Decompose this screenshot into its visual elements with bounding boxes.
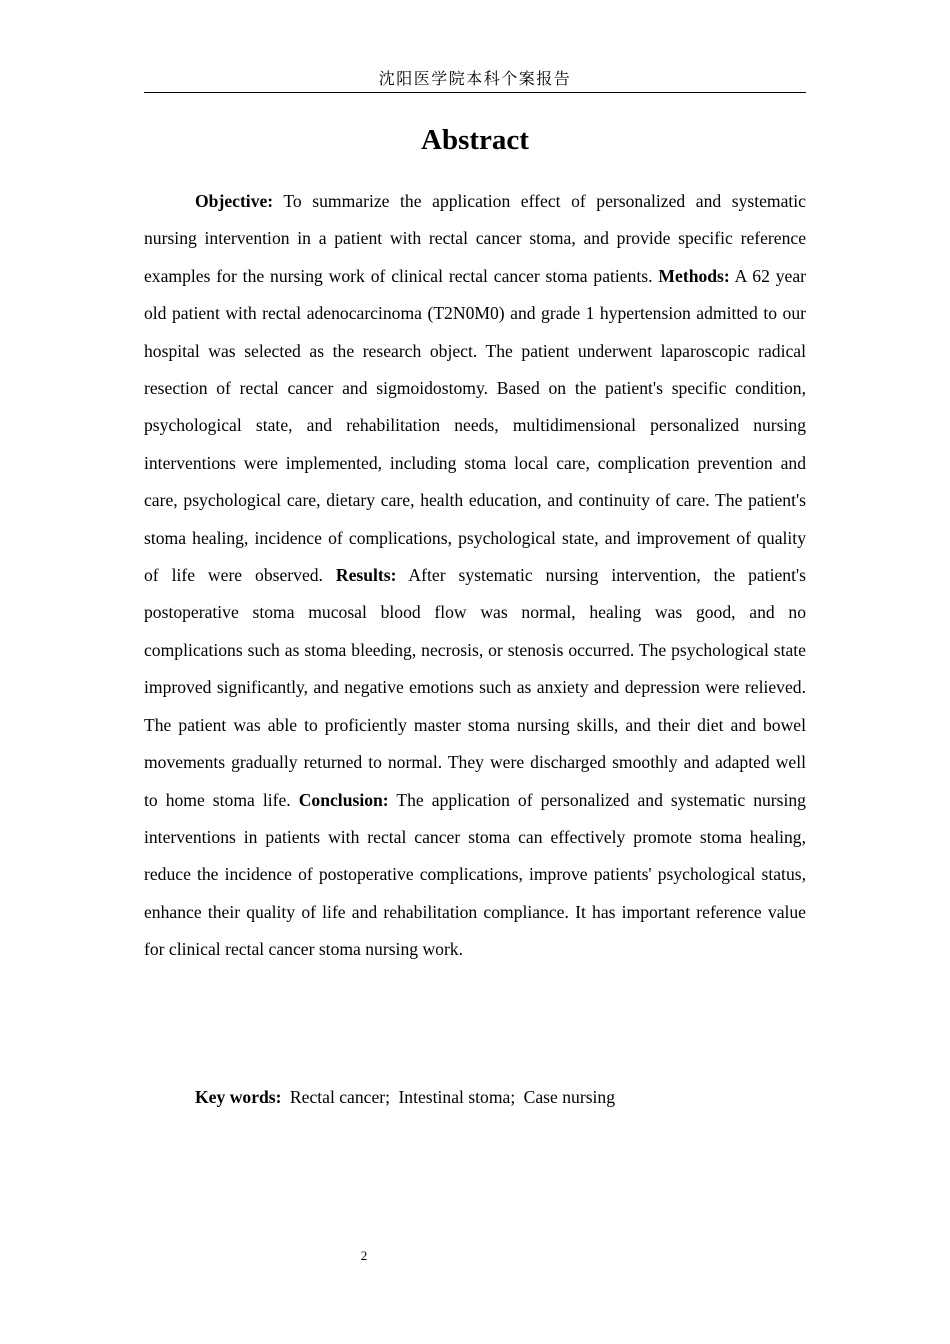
keyword-item: Case nursing xyxy=(523,1087,616,1107)
conclusion-text: The application of personalized and systematic nursing interventions in patients with rectal cancer stoma can effectively promote stoma healing, reduce the incidence of postoperative complications, improve patients' psychological status, enhance their quality of life and rehabilitation compliance. It has important reference value for clinical rectal cancer stoma nursing work. xyxy=(144,789,806,960)
methods-label: Methods: xyxy=(658,265,730,286)
results-label: Results: xyxy=(335,565,397,586)
results-text: After systematic nursing intervention, the patient's postoperative stoma mucosal blood flow was normal, healing was good, and no complications such as stoma bleeding, necrosis, or stenosis occurred. The psychological state improved significantly, and negative emotions such as anxiety and depression were relieved. The patient was able to proficiently master stoma nursing skills, and their diet and bowel movements gradually returned to normal. They were discharged smoothly and adapted well to home stoma life. xyxy=(144,565,806,810)
keyword-item: Intestinal stoma; xyxy=(398,1087,516,1107)
running-header xyxy=(144,66,806,93)
abstract-title: Abstract xyxy=(421,124,529,156)
conclusion-label: Conclusion: xyxy=(298,789,389,810)
methods-text: A 62 year old patient with rectal adenocarcinoma (T2N0M0) and grade 1 hypertension admitted to our hospital was selected as the research object. The patient underwent laparoscopic radical resection of rectal cancer and sigmoidostomy. Based on the patient's specific condition, psychological state, and rehabilitation needs, multidimensional personalized nursing interventions were implemented, including stoma local care, complication prevention and care, psychological care, dietary care, health education, and continuity of care. The patient's stoma healing, incidence of complications, psychological state, and improvement of quality of life were observed. xyxy=(144,265,807,586)
page-number: 2 xyxy=(360,1248,368,1263)
keywords-label: Key words: xyxy=(195,1087,282,1107)
objective-label: Objective: xyxy=(195,191,274,211)
keywords-line xyxy=(195,1079,615,1116)
running-header-title: 沈阳医学院本科个案报告 xyxy=(378,69,572,88)
keyword-item: Rectal cancer; xyxy=(289,1087,391,1107)
abstract-paragraph xyxy=(144,183,806,969)
objective-text: To summarize the application effect of personalized and systematic nursing intervention in a patient with rectal cancer stoma, and provide specific reference examples for the nursing work of clinical rectal cancer stoma patients. xyxy=(144,191,806,286)
